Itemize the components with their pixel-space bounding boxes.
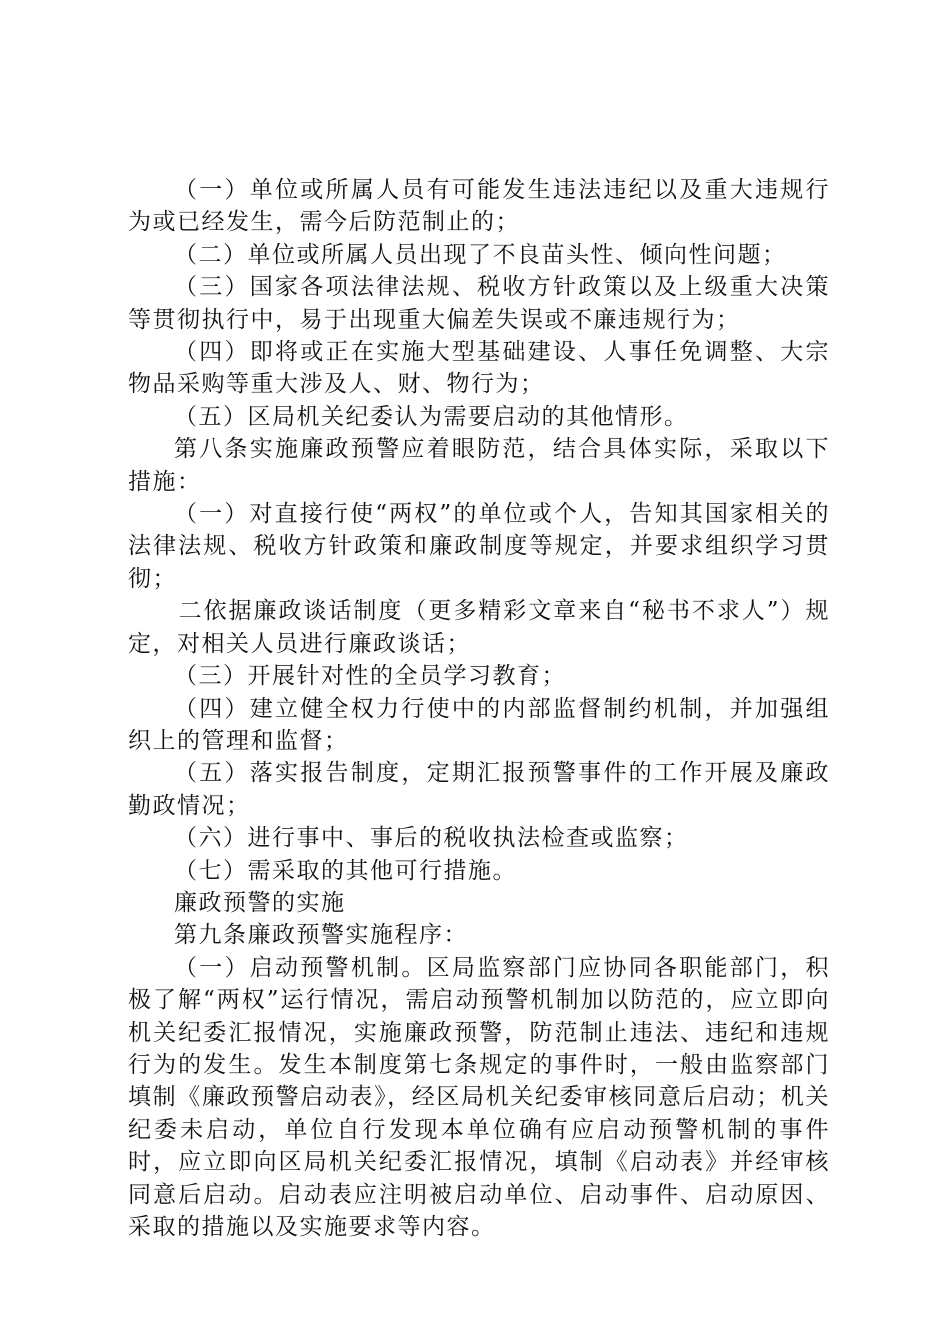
article-8-heading: 第八条实施廉政预警应着眼防范，结合具体实际，采取以下措施： [128,436,830,495]
paragraph-10: （四）建立健全权力行使中的内部监督制约机制，并加强组织上的管理和监督； [128,695,830,754]
paragraph-5: （五）区局机关纪委认为需要启动的其他情形。 [174,403,689,430]
paragraph-13: （七）需采取的其他可行措施。 [174,857,517,884]
paragraph-9: （三）开展针对性的全员学习教育； [174,663,566,690]
paragraph-11: （五）落实报告制度，定期汇报预警事件的工作开展及廉政勤政情况； [128,760,830,819]
document-body [128,174,830,1243]
paragraph-4: （四）即将或正在实施大型基础建设、人事任免调整、大宗物品采购等重大涉及人、财、物行为； [128,339,830,398]
paragraph-16: （一）启动预警机制。区局监察部门应协同各职能部门，积极了解“两权”运行情况，需启动预警机制加以防范的，应立即向机关纪委汇报情况，实施廉政预警，防范制止违法、违纪和违规行为的发生。发生本制度第七条规定的事件时，一般由监察部门填制《廉政预警启动表》，经区局机关纪委审核同意后启动；机关纪委未启动，单位自行发现本单位确有应启动预警机制的事件时，应立即向区局机关纪委汇报情况，填制《启动表》并经审核同意后启动。启动表应注明被启动单位、启动事件、启动原因、采取的措施以及实施要求等内容。 [128,954,830,1240]
paragraph-8: 二依据廉政谈话制度（更多精彩文章来自“秘书不求人”）规定，对相关人员进行廉政谈话； [128,598,830,657]
paragraph-1: （一）单位或所属人员有可能发生违法违纪以及重大违规行为或已经发生，需今后防范制止的； [128,177,830,236]
paragraph-7: （一）对直接行使“两权”的单位或个人，告知其国家相关的法律法规、税收方针政策和廉政制度等规定，并要求组织学习贯彻； [128,501,830,592]
section-heading: 廉政预警的实施 [174,889,346,916]
paragraph-12: （六）进行事中、事后的税收执法检查或监察； [174,825,689,852]
paragraph-3: （三）国家各项法律法规、税收方针政策以及上级重大决策等贯彻执行中，易于出现重大偏差失误或不廉违规行为； [128,274,830,333]
paragraph-2: （二）单位或所属人员出现了不良苗头性、倾向性问题； [174,241,787,268]
article-9-heading: 第九条廉政预警实施程序： [174,922,468,949]
